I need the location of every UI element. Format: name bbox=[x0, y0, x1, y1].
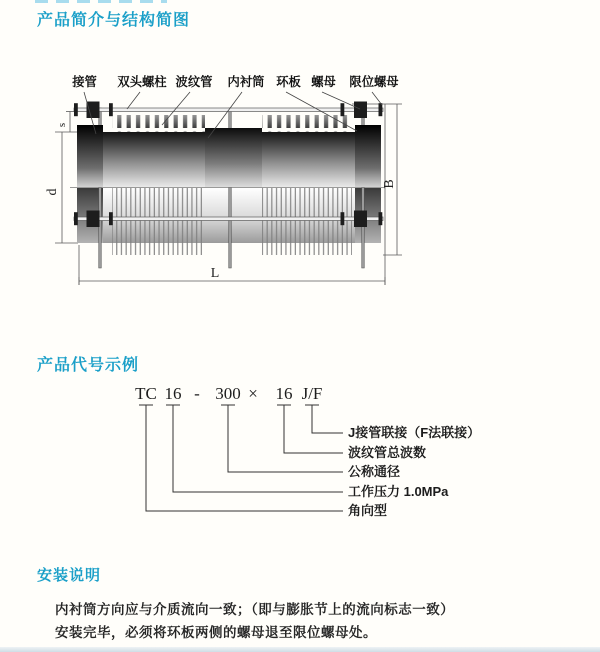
code-seg-type: TC bbox=[135, 384, 157, 403]
inner-liner bbox=[205, 128, 262, 187]
legend-working-pressure: 工作压力 1.0MPa bbox=[348, 484, 449, 499]
code-seg-diameter: 300 bbox=[215, 384, 241, 403]
legend-connection: J接管联接（F法联接） bbox=[348, 425, 481, 440]
lower-bellows-right bbox=[262, 188, 352, 255]
code-seg-pressure: 16 bbox=[164, 384, 182, 403]
dim-label-B: B bbox=[382, 179, 397, 189]
part-label-ring-plate: 环板 bbox=[276, 75, 301, 89]
section-title-install: 安装说明 bbox=[37, 567, 102, 584]
pipe-end-right bbox=[355, 125, 381, 187]
code-seg-connection: J/F bbox=[301, 384, 323, 403]
pipe-end-left bbox=[77, 125, 103, 187]
section-title-product-intro: 产品简介与结构简图 bbox=[37, 12, 191, 29]
code-seg-dash: - bbox=[194, 384, 200, 403]
legend-angular-type: 角向型 bbox=[348, 503, 388, 518]
cropped-previous-heading-fragment bbox=[35, 0, 167, 3]
code-seg-waves: 16 bbox=[275, 384, 293, 403]
code-example-ladder bbox=[100, 378, 560, 528]
dim-label-d: d bbox=[45, 188, 60, 196]
lower-bellows-left bbox=[112, 188, 205, 255]
part-label-pipe: 接管 bbox=[72, 75, 97, 89]
expansion-joint-drawing bbox=[30, 68, 420, 294]
ladder-lines bbox=[139, 405, 343, 511]
dim-label-s: s bbox=[56, 122, 68, 128]
page-bottom-edge bbox=[0, 647, 600, 652]
part-label-limit-nut: 限位螺母 bbox=[349, 75, 399, 89]
install-notes bbox=[55, 598, 555, 644]
structure-diagram bbox=[30, 68, 420, 294]
section-title-code-example: 产品代号示例 bbox=[37, 357, 140, 374]
legend-wave-count: 波纹管总波数 bbox=[348, 445, 427, 460]
part-label-bellows: 波纹管 bbox=[175, 75, 213, 89]
install-note-line2: 安装完毕，必须将环板两侧的螺母退至限位螺母处。 bbox=[55, 625, 377, 640]
code-seg-times: × bbox=[248, 384, 258, 403]
dim-label-L: L bbox=[210, 266, 220, 281]
part-label-nut: 螺母 bbox=[311, 75, 336, 89]
legend-nominal-diameter: 公称通径 bbox=[348, 464, 401, 479]
part-label-stud: 双头螺柱 bbox=[117, 75, 167, 89]
code-ladder-drawing bbox=[100, 378, 560, 528]
install-note-line1: 内衬筒方向应与介质流向一致；（即与膨胀节上的流向标志一致） bbox=[55, 602, 455, 617]
part-label-liner: 内衬筒 bbox=[227, 75, 265, 89]
